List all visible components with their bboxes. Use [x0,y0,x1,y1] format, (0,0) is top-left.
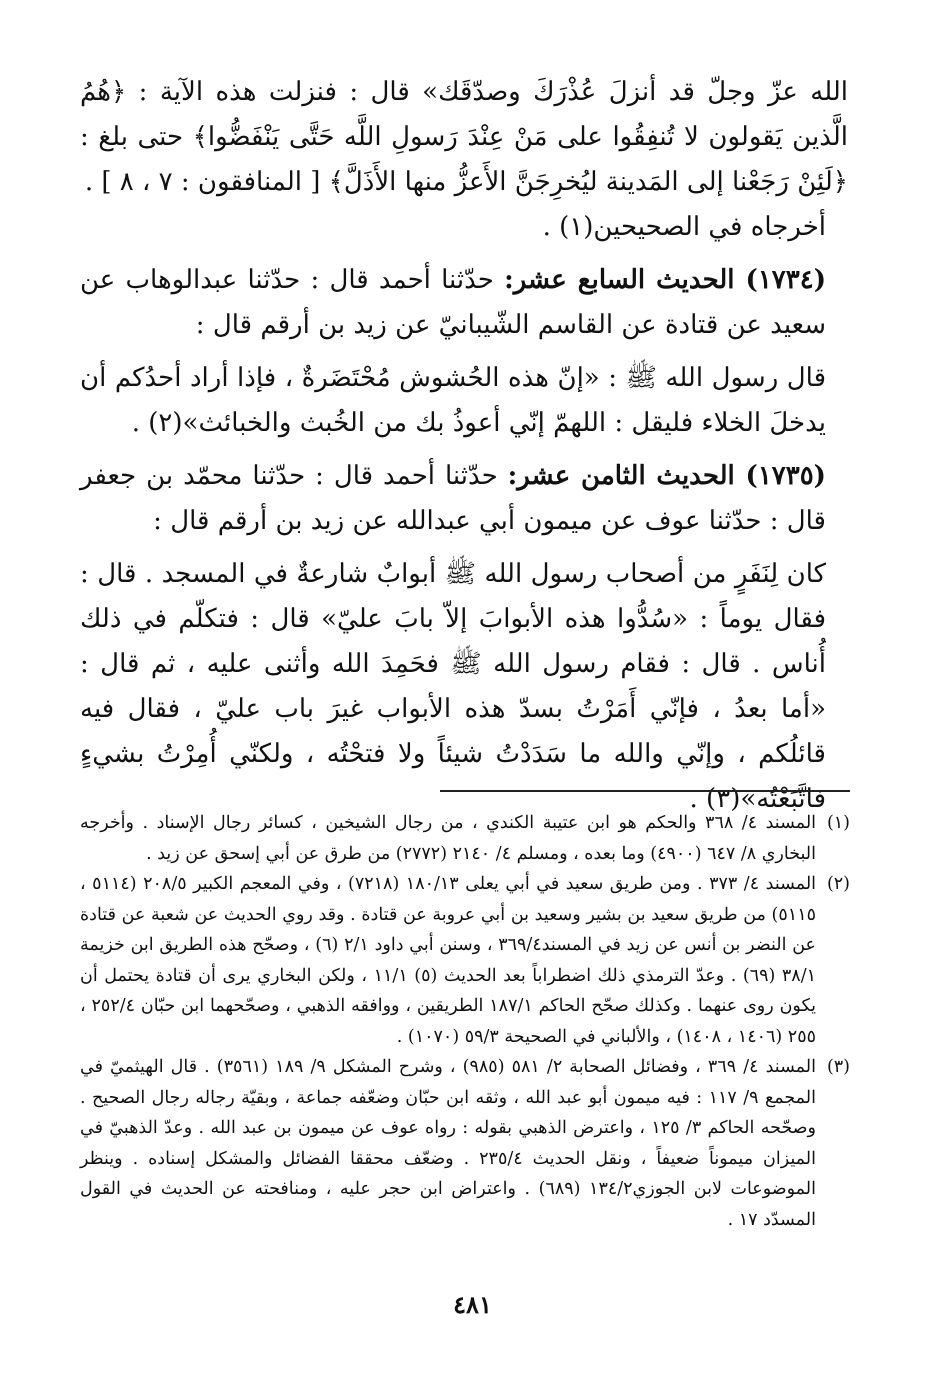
hadith-1735-heading: (١٧٣٥) الحديث الثامن عشر: [507,461,826,491]
footnote-text: المسند ٤/ ٣٧٣ . ومن طريق سعيد في أبي يعلى ١٨٠/١٣ (٧٢١٨) ، وفي المعجم الكبير ٢٠٨/٥ (٥١١٤ ، ٥١١٥) من طريق سعيد بن بشير وسعيد بن أبي عروبة عن قتادة . وقد روي الحديث عن شعبة عن قتادة عن النضر بن أنس عن زيد في المسند٣٦٩/٤ ، وسنن أبي داود ٢/١ (٦) ، وصحّح هذه الطريق ابن خزيمة ٣٨/١ (٦٩) . وعدّ الترمذي ذلك اضطراباً بعد الحديث (٥) ١١/١ ، ولكن البخاري يرى أن قتادة يحتمل أن يكون روى عنهما . وكذلك صحّح الحاكم ١٨٧/١ الطريقين ، ووافقه الذهبي ، وصحّحهما ابن حبّان ٢٥٢/٤ ، ٢٥٥ (١٤٠٦ ، ١٤٠٨) ، والألباني في الصحيحة ٥٩/٣ (١٠٧٠) . [80,874,817,1047]
hadith-1734-isnad-text: حدّثنا أحمد قال : حدّثنا عبدالوهاب عن سعيد عن قتادة عن القاسم الشّيبانيّ عن زيد بن أرقم قال : [80,265,826,340]
main-text [80,70,848,822]
paragraph-quran-verse: الله عزّ وجلّ قد أنزلَ عُذْرَكَ وصدّقَك» قال : فنزلت هذه الآية : ﴿هُمُ الَّذين يَقولون لا تُنفِقُوا على مَنْ عِنْدَ رَسولِ اللَّه حَتَّى يَنْفَضُّوا﴾ حتى بلغ : ﴿لَئِنْ رَجَعْنا إلى المَدينة ليُخرِجَنَّ الأَعزُّ منها الأَذَلَّ﴾ [ المنافقون : ٧ ، ٨ ] . [80,77,848,197]
hadith-1734-text: قال رسول الله ﷺ : «إنّ هذه الحُشوش مُحْتَضَرةٌ ، فإذا أراد أحدُكم أن يدخلَ الخلاء فليقل : اللهمّ إنّي أعوذُ بك من الخُبث والخبائث»(٢) . [80,363,826,438]
footnote-text: المسند ٤/ ٣٦٩ ، وفضائل الصحابة ٢/ ٥٨١ (٩٨٥) ، وشرح المشكل ٩/ ١٨٩ (٣٥٦١) . قال الهيثميّ في المجمع ٩/ ١١٧ : فيه ميمون أبو عبد الله ، وثقه ابن حبّان وضعّفه جماعة ، وبقيّة رجاله رجال الصحيح . وصحّحه الحاكم ٣/ ١٢٥ ، واعترض الذهبي بقوله : رواه عوف عن ميمون بن عبد الله . وعدّ الذهبيّ في الميزان ميموناً ضعيفاً ، ونقل الحديث ٢٣٥/٤ . وضعّف محققا الفضائل والمشكل إسناده . وينظر الموضوعات لابن الجوزي١٣٤/٢ (٦٨٩) . واعتراض ابن حجر عليه ، ومنافحته عن الحديث في القول المسدّد ١٧ . [80,1057,816,1230]
footnote-number: (٣) [826,1057,850,1077]
footnote-divider [440,790,850,792]
paragraph-takhrij: أخرجاه في الصحيحين(١) . [542,212,826,242]
footnote-number: (١) [826,813,850,833]
footnote-number: (٢) [826,874,850,894]
page-number: ٤٨١ [453,1290,492,1319]
footnotes [80,808,850,1235]
hadith-1735-isnad [80,454,848,544]
hadith-1735-isnad-text: حدّثنا أحمد قال : حدّثنا محمّد بن جعفر قال : حدّثنا عوف عن ميمون أبي عبدالله عن زيد بن أرقم قال : [80,461,826,536]
footnote-1 [80,808,850,869]
footnote-2 [80,869,850,1052]
hadith-1734-heading: (١٧٣٤) الحديث السابع عشر: [504,265,826,295]
hadith-1734-isnad [80,258,848,348]
hadith-1735-text: كان لِنَفَرٍ من أصحاب رسول الله ﷺ أبوابٌ شارعةٌ في المسجد . قال : فقال يوماً : «سُدُّوا هذه الأبوابَ إلاّ بابَ عليّ» قال : فتكلّم في ذلك أُناس . قال : فقام رسول الله ﷺ فحَمِدَ الله وأثنى عليه ، ثم قال : «أما بعدُ ، فإنّي أَمَرْتُ بسدّ هذه الأبواب غيرَ باب عليّ ، فقال فيه قائلُكم ، وإنّي والله ما سَدَدْتُ شيئاً ولا فتحْتُه ، ولكنّي أُمِرْتُ بشيءٍ فاتَّبَعْتُه»(٣) . [80,559,826,814]
footnote-text: المسند ٤/ ٣٦٨ والحكم هو ابن عتيبة الكندي ، من رجال الشيخين ، كسائر رجال الإسناد . وأخرجه البخاري ٨/ ٦٤٧ (٤٩٠٠) وما بعده ، ومسلم ٤/ ٢١٤٠ (٢٧٧٢) من طرق عن أبي إسحق عن زيد . [80,813,817,864]
footnote-3 [80,1052,850,1235]
